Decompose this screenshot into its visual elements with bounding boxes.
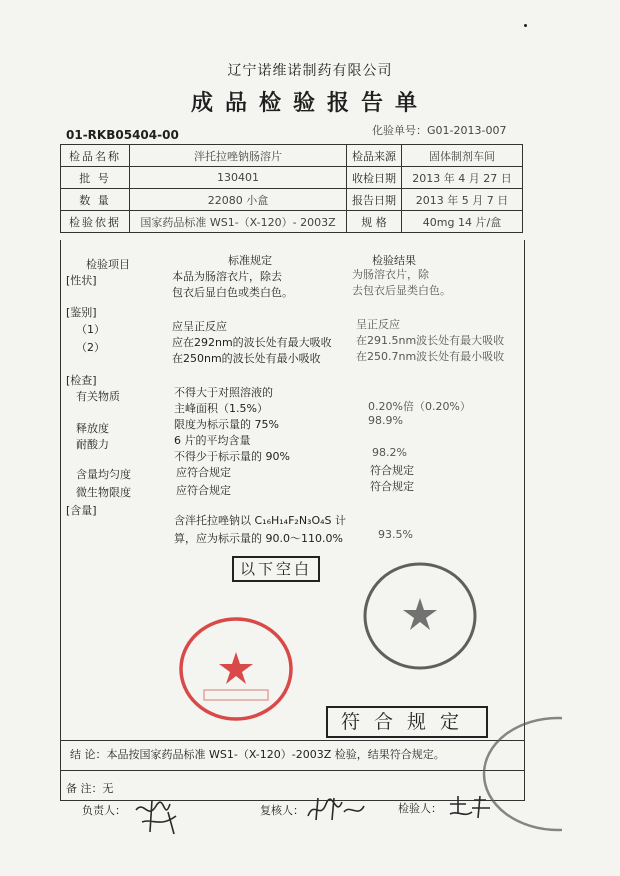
red-quality-seal	[176, 614, 296, 724]
id-res-line3: 在250.7nm波长处有最小吸收	[356, 350, 505, 363]
conclusion-text: 结 论：本品按国家药品标准 WS1-（X-120）-2003Z 检验，结果符合规定。	[70, 748, 445, 761]
company-name: 辽宁诺维诺制药有限公司	[227, 63, 393, 79]
acid-resistance-label: 耐酸力	[76, 438, 109, 451]
note-text: 备 注：无	[66, 782, 114, 795]
spec-label: 规 格	[347, 211, 402, 233]
inspector-signature-stroke	[450, 796, 490, 818]
responsible-signature	[130, 792, 186, 838]
section-identification: [鉴别]	[66, 306, 97, 319]
report-date-value: 2013 年 5 月 7 日	[402, 189, 523, 211]
rs-std-line2: 主峰面积（1.5%）	[174, 402, 268, 415]
product-name-value: 泮托拉唑钠肠溶片	[130, 145, 347, 167]
id-item-1: （1）	[76, 323, 105, 336]
col-standard-header: 标准规定	[228, 254, 272, 267]
id-std-line2: 应在292nm的波长处有最大吸收	[172, 336, 332, 349]
divider-conclusion	[61, 740, 524, 741]
divider-note	[61, 770, 524, 771]
release-label: 释放度	[76, 422, 109, 435]
uniformity-result: 符合规定	[370, 464, 414, 477]
conform-stamp: 符合规定	[326, 706, 488, 738]
id-res-line1: 呈正反应	[356, 318, 400, 331]
red-seal-star	[219, 652, 253, 684]
quantity-value: 22080 小盒	[130, 189, 347, 211]
reviewer-signature	[304, 794, 368, 824]
red-seal-band	[204, 690, 268, 700]
inspector-label: 检验人：	[398, 802, 442, 815]
uniformity-std: 应符合规定	[176, 466, 231, 479]
document-number: 01-RKB05404-00	[66, 128, 179, 142]
character-res-line2: 去包衣后显类白色。	[352, 284, 451, 297]
product-name-label: 检品名称	[61, 145, 130, 167]
section-assay: [含量]	[66, 504, 97, 517]
id-item-2: （2）	[76, 341, 105, 354]
basis-label: 检验依据	[61, 211, 130, 233]
corner-dot	[524, 24, 527, 27]
related-substances-label: 有关物质	[76, 390, 120, 403]
rs-result: 0.20%倍（0.20%）	[368, 400, 471, 413]
microbial-label: 微生物限度	[76, 486, 131, 499]
col-result-header: 检验结果	[372, 254, 416, 267]
spec-value: 40mg 14 片/盒	[402, 211, 523, 233]
character-res-line1: 为肠溶衣片，除	[352, 268, 429, 281]
report-title: 成品检验报告单	[190, 91, 429, 116]
source-value: 固体制剂车间	[402, 145, 523, 167]
gray-quality-seal	[360, 560, 480, 672]
microbial-result: 符合规定	[370, 480, 414, 493]
source-label: 检品来源	[347, 145, 402, 167]
product-info-table	[60, 144, 523, 233]
id-std-line3: 在250nm的波长处有最小吸收	[172, 352, 321, 365]
acid-result: 98.2%	[372, 446, 407, 459]
test-sheet-number: 化验单号：G01-2013-007	[372, 124, 507, 137]
release-result: 98.9%	[368, 414, 403, 427]
basis-value: 国家药品标准 WS1-（X-120）- 2003Z	[130, 211, 347, 233]
microbial-std: 应符合规定	[176, 484, 231, 497]
partial-seal-ring	[484, 718, 562, 830]
section-check: [检查]	[66, 374, 97, 387]
assay-result: 93.5%	[378, 528, 413, 541]
batch-value: 130401	[130, 167, 347, 189]
reviewer-label: 复核人：	[260, 804, 304, 817]
receive-date-label: 收检日期	[347, 167, 402, 189]
gray-seal-star	[403, 598, 437, 630]
assay-std-line1: 含泮托拉唑钠以 C₁₆H₁₄F₂N₃O₄S 计	[174, 514, 347, 527]
batch-label: 批 号	[61, 167, 130, 189]
id-res-line2: 在291.5nm波长处有最大吸收	[356, 334, 505, 347]
character-std-line2: 包衣后显白色或类白色。	[172, 286, 293, 299]
inspector-signature	[446, 792, 492, 822]
character-std-line1: 本品为肠溶衣片，除去	[172, 270, 282, 283]
responsible-label: 负责人：	[82, 804, 126, 817]
responsible-signature-stroke	[136, 800, 176, 834]
acid-std-line1: 6 片的平均含量	[174, 434, 251, 447]
uniformity-label: 含量均匀度	[76, 468, 131, 481]
section-character: [性状]	[66, 274, 97, 287]
release-std: 限度为标示量的 75%	[174, 418, 279, 431]
col-item-header: 检验项目	[86, 258, 130, 271]
blank-below-stamp: 以下空白	[232, 556, 320, 582]
assay-std-line2: 算，应为标示量的 90.0～110.0%	[174, 532, 343, 545]
id-std-line1: 应呈正反应	[172, 320, 227, 333]
report-date-label: 报告日期	[347, 189, 402, 211]
reviewer-signature-stroke	[308, 798, 364, 820]
rs-std-line1: 不得大于对照溶液的	[174, 386, 273, 399]
quantity-label: 数 量	[61, 189, 130, 211]
receive-date-value: 2013 年 4 月 27 日	[402, 167, 523, 189]
acid-std-line2: 不得少于标示量的 90%	[174, 450, 290, 463]
